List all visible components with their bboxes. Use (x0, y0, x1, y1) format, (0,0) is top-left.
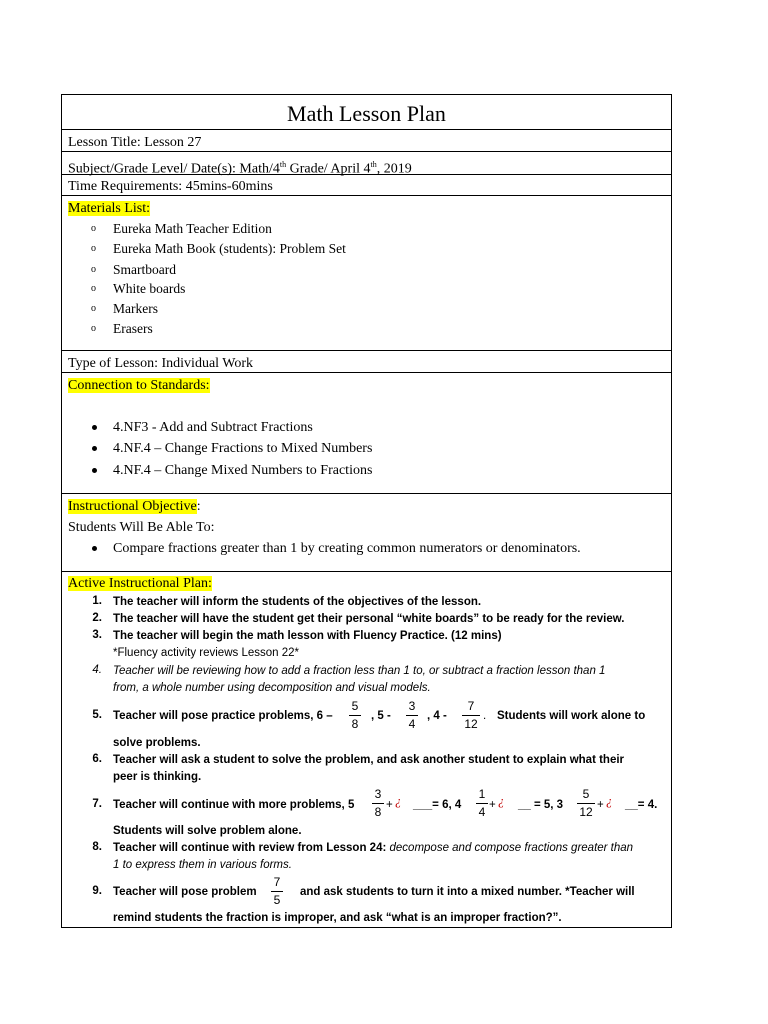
fraction: 7 12 (462, 699, 480, 732)
plus-sign: + (489, 799, 496, 811)
bullet-icon (92, 546, 97, 551)
step-number: 5. (92, 709, 102, 721)
plan-step-5: Teacher will pose practice problems, 6 – (113, 710, 333, 722)
plan-step-5-text: Students will work alone to (497, 710, 646, 722)
divider (61, 350, 672, 351)
list-bullet: o (91, 243, 96, 254)
page-title: Math Lesson Plan (287, 101, 446, 126)
list-bullet: o (91, 303, 96, 314)
type-of-lesson: Type of Lesson: Individual Work (68, 356, 254, 371)
fraction: 3 4 (406, 699, 418, 732)
materials-label: Materials List: (68, 201, 151, 216)
objective-item: Compare fractions greater than 1 by creating common numerators or denominators. (113, 541, 581, 556)
plan-step-7-cont: Students will solve problem alone. (113, 825, 302, 837)
list-item: Eureka Math Book (students): Problem Set (113, 241, 346, 256)
plan-step-8: Teacher will continue with review from Lesson 24: decompose and compose fractions greater than (113, 842, 634, 854)
divider (61, 129, 672, 130)
plan-step-3-note: *Fluency activity reviews Lesson 22* (113, 647, 299, 659)
plan-step-5-text: , 5 - (371, 710, 391, 722)
step-number: 6. (92, 753, 102, 765)
fraction: 5 12 (577, 787, 595, 820)
plan-step-3: The teacher will begin the math lesson with Fluency Practice. (12 mins) (113, 630, 502, 642)
step-number: 4. (92, 664, 102, 676)
time-requirements: Time Requirements: 45mins-60mins (68, 179, 273, 194)
plan-step-7-text: __ = 5, 3 (518, 799, 564, 811)
plan-label: Active Instructional Plan: (68, 576, 212, 591)
fraction: 1 4 (476, 787, 488, 820)
plan-step-8-cont: 1 to express them in various forms. (113, 859, 292, 871)
divider (61, 571, 672, 572)
bullet-icon (92, 468, 97, 473)
subject-grade-date: Subject/Grade Level/ Date(s): Math/4th Grade/ April 4th, 2019 (68, 160, 412, 177)
step-number: 1. (92, 595, 102, 607)
list-item: Markers (113, 301, 158, 316)
divider (61, 151, 672, 152)
plan-step-6-cont: peer is thinking. (113, 771, 202, 783)
plan-step-5-text: . (483, 710, 487, 722)
objective-label: Instructional Objective: (68, 499, 201, 514)
plan-step-9-cont: remind students the fraction is improper, and ask “what is an improper fraction?”. (113, 912, 562, 924)
plan-step-9: Teacher will pose problem (113, 886, 257, 898)
glyph-mark: ¿ (498, 793, 505, 808)
plan-step-5-cont: solve problems. (113, 737, 201, 749)
plan-step-7-text: __= 4. (625, 799, 658, 811)
plan-step-5-text: , 4 - (427, 710, 447, 722)
list-item: White boards (113, 281, 186, 296)
standards-label: Connection to Standards: (68, 378, 210, 393)
list-bullet: o (91, 223, 96, 234)
list-bullet: o (91, 323, 96, 334)
plus-sign: + (386, 799, 393, 811)
plan-step-9-text: and ask students to turn it into a mixed number. *Teacher will (300, 886, 635, 898)
plan-step-1: The teacher will inform the students of the objectives of the lesson. (113, 596, 482, 608)
swbat-label: Students Will Be Able To: (68, 520, 215, 535)
divider (61, 195, 672, 196)
plan-step-6: Teacher will ask a student to solve the problem, and ask another student to explain what their (113, 754, 625, 766)
plan-step-2: The teacher will have the student get their personal “white boards” to be ready for the review. (113, 613, 625, 625)
fraction: 7 5 (271, 875, 283, 908)
plan-step-7: Teacher will continue with more problems, 5 (113, 799, 355, 811)
bullet-icon (92, 446, 97, 451)
divider (61, 372, 672, 373)
bullet-icon (92, 425, 97, 430)
divider (61, 493, 672, 494)
list-item: 4.NF.4 – Change Mixed Numbers to Fractions (113, 463, 373, 478)
step-number: 9. (92, 885, 102, 897)
list-bullet: o (91, 264, 96, 275)
step-number: 7. (92, 798, 102, 810)
glyph-mark: ¿ (395, 793, 402, 808)
list-item: Erasers (113, 321, 153, 336)
step-number: 3. (92, 629, 102, 641)
plus-sign: + (597, 799, 604, 811)
list-item: Eureka Math Teacher Edition (113, 221, 272, 236)
step-number: 2. (92, 612, 102, 624)
list-bullet: o (91, 283, 96, 294)
lesson-title: Lesson Title: Lesson 27 (68, 135, 202, 150)
fraction: 3 8 (372, 787, 384, 820)
list-item: Smartboard (113, 262, 176, 277)
glyph-mark: ¿ (606, 793, 613, 808)
step-number: 8. (92, 841, 102, 853)
list-item: 4.NF3 - Add and Subtract Fractions (113, 420, 313, 435)
plan-step-4-cont: from, a whole number using decomposition and visual models. (113, 682, 431, 694)
plan-step-4: Teacher will be reviewing how to add a fraction less than 1 to, or subtract a fraction lesson than 1 (113, 665, 606, 677)
list-item: 4.NF.4 – Change Fractions to Mixed Numbers (113, 441, 373, 456)
fraction: 5 8 (349, 699, 361, 732)
plan-step-7-text: ___= 6, 4 (413, 799, 462, 811)
